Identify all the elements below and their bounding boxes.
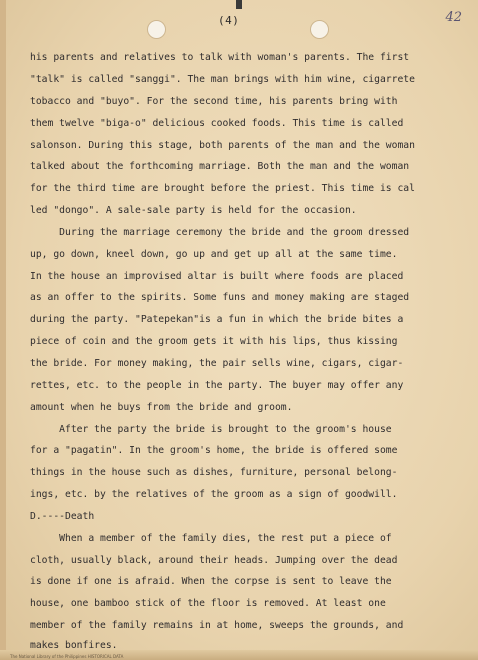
text-line: things in the house such as dishes, furniture, personal belong- [30,467,398,478]
text-line: member of the family remains in at home, sweeps the grounds, and [30,620,404,631]
text-line: During the marriage ceremony the bride and the groom dressed [30,227,410,238]
punch-hole-right [310,20,329,39]
text-line: led "dongo". A sale-sale party is held for the occasion. [30,205,357,216]
text-line: "talk" is called "sanggi". The man brings with him wine, cigarrete [30,74,415,85]
text-line: piece of coin and the groom gets it with his lips, thus kissing [30,336,398,347]
text-line: his parents and relatives to talk with woman's parents. The first [30,52,410,63]
text-line: After the party the bride is brought to the groom's house [30,424,392,435]
binder-tab [236,0,242,9]
section-heading: D.----Death [30,511,95,522]
text-line: In the house an improvised altar is built where foods are placed [30,271,404,282]
text-line: When a member of the family dies, the rest put a piece of [30,533,392,544]
text-line: during the party. "Patepekan"is a fun in which the bride bites a [30,314,404,325]
folio-number: 42 [445,10,462,25]
text-line: talked about the forthcoming marriage. Both the man and the woman [30,161,410,172]
text-line: as an offer to the spirits. Some funs and money making are staged [30,292,410,303]
page-edge-shadow [0,0,6,660]
text-line: cloth, usually black, around their heads. Jumping over the dead [30,555,398,566]
text-line: ings, etc. by the relatives of the groom as a sign of goodwill. [30,489,398,500]
text-line: tobacco and "buyo". For the second time, his parents bring with [30,96,398,107]
text-line: for a "pagatin". In the groom's home, the bride is offered some [30,445,398,456]
text-line: them twelve "biga-o" delicious cooked foods. This time is called [30,118,404,129]
text-line: the bride. For money making, the pair sells wine, cigars, cigar- [30,358,404,369]
page-header-number: (4) [218,14,240,27]
text-line: up, go down, kneel down, go up and get up all at the same time. [30,249,398,260]
archive-footer: The National Library of the Philippines HISTORICAL DATA [10,654,124,659]
text-line: is done if one is afraid. When the corpse is sent to leave the [30,576,392,587]
text-line: makes bonfires. [30,640,118,651]
text-line: for the third time are brought before the priest. This time is cal [30,183,415,194]
text-line: house, one bamboo stick of the floor is removed. At least one [30,598,386,609]
text-line: rettes, etc. to the people in the party. The buyer may offer any [30,380,404,391]
text-line: amount when he buys from the bride and groom. [30,402,293,413]
punch-hole-left [147,20,166,39]
text-line: salonson. During this stage, both parents of the man and the woman [30,140,415,151]
